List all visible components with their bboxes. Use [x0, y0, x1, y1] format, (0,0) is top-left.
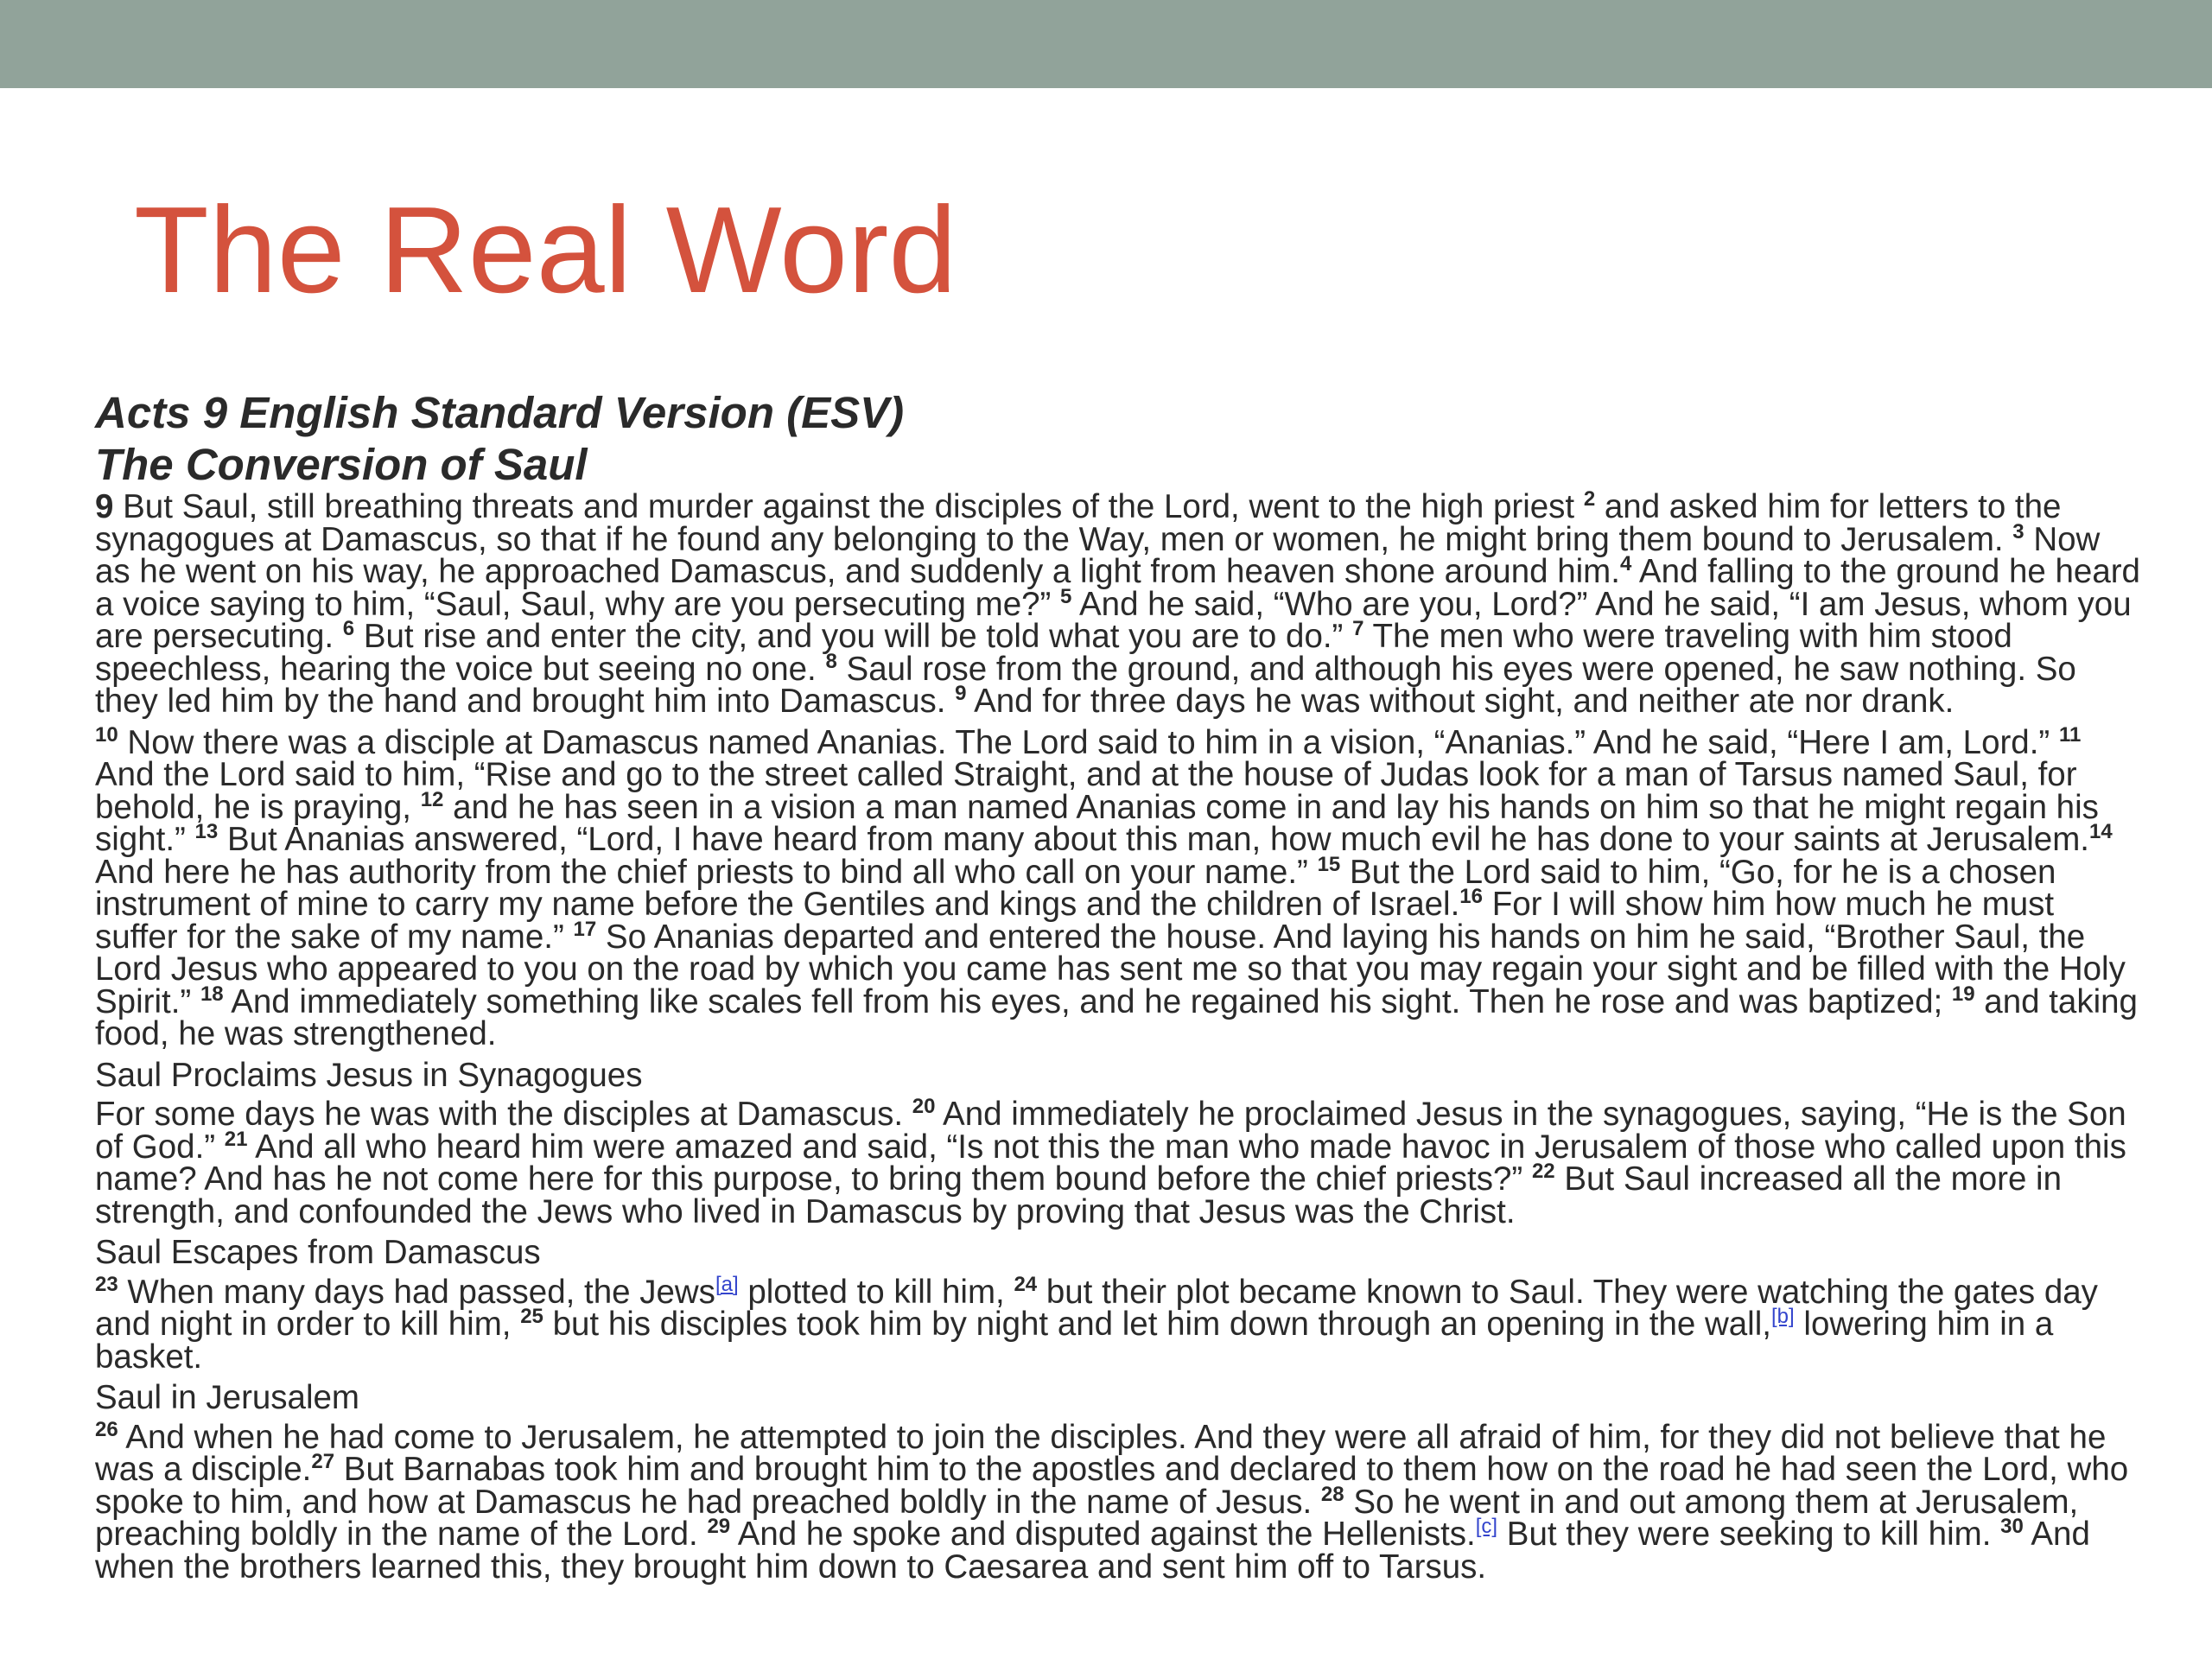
verse-text: The men who were traveling with him stood speechless, hearing the voice but seeing no one.	[95, 618, 2012, 688]
verse-text: and he has seen in a vision a man named Ananias come in and lay his hands on him so that he might regain his sight.”	[95, 788, 2099, 858]
section-heading-jerusalem: Saul in Jerusalem	[95, 1379, 360, 1416]
verse-number: 5	[1060, 584, 1072, 608]
verse-text: So he went in and out among them at Jerusalem, preaching boldly in the name of the Lord.	[95, 1483, 2079, 1553]
verse-number: 15	[1317, 852, 1341, 876]
verse-number: 23	[95, 1272, 118, 1296]
verse-text: But Ananias answered, “Lord, I have heard from many about this man, how much evil he has done to your saints at Jerusalem.	[218, 821, 2089, 858]
verse-text: plotted to kill him,	[738, 1273, 1014, 1311]
footnote-link-b[interactable]: [b]	[1771, 1305, 1795, 1329]
paragraph-verses-23-25	[95, 1272, 2143, 1376]
verse-text: But the Lord said to him, “Go, for he is a chosen instrument of mine to carry my name before the Gentiles and kings and the children of Israel.	[95, 853, 2056, 923]
paragraph-verses-1-9	[95, 487, 2143, 720]
slide-top-bar	[0, 0, 2212, 88]
verse-number: 20	[912, 1095, 936, 1119]
verse-number: 11	[2058, 722, 2082, 747]
verse-number: 30	[2000, 1515, 2024, 1539]
verse-text: And when he had come to Jerusalem, he attempted to join the disciples. And they were all afraid of him, for they did not believe that he was a disciple.	[95, 1418, 2107, 1488]
verse-text: but his disciples took him by night and let him down through an opening in the wall,	[543, 1306, 1771, 1343]
verse-number: 7	[1352, 617, 1364, 641]
verse-number: 18	[200, 982, 224, 1006]
verse-text: Now as he went on his way, he approached Damascus, and suddenly a light from heaven shone around him.	[95, 520, 2101, 590]
verse-number: 26	[95, 1417, 118, 1441]
verse-number: 14	[2088, 820, 2113, 844]
verse-number: 12	[420, 787, 444, 811]
verse-text: Saul rose from the ground, and although his eyes were opened, he saw nothing. So they led him by the hand and brought him into Damascus.	[95, 650, 2076, 720]
paragraph-verses-26-30	[95, 1417, 2143, 1586]
verse-number: 6	[342, 617, 355, 641]
footnote-link-a[interactable]: [a]	[715, 1272, 739, 1296]
verse-text: So Ananias departed and entered the house. And laying his hands on him he said, “Brother Saul, the Lord Jesus who appeared to you on the road by which you came has sent me so that you may regain your sight and be filled with the Holy Spirit.”	[95, 918, 2126, 1020]
slide-title: The Real Word	[134, 181, 957, 319]
verse-number: 19	[1951, 982, 1975, 1006]
section-heading-escapes: Saul Escapes from Damascus	[95, 1234, 541, 1271]
verse-text: When many days had passed, the Jews	[118, 1273, 715, 1311]
chapter-number: 9	[95, 488, 114, 525]
verse-text: And when the brothers learned this, they brought him down to Caesarea and sent him off to Tarsus.	[95, 1516, 2090, 1586]
verse-text: lowering him in a basket.	[95, 1306, 2054, 1376]
verse-text: And the Lord said to him, “Rise and go to the street called Straight, and at the house of Judas look for a man of Tarsus named Saul, for behold, he is praying,	[95, 756, 2077, 826]
verse-number: 29	[707, 1515, 731, 1539]
verse-number: 27	[311, 1450, 335, 1474]
verse-text: and taking food, he was strengthened.	[95, 982, 2138, 1052]
verse-text: And he said, “Who are you, Lord?” And he said, “I am Jesus, whom you are persecuting.	[95, 585, 2132, 655]
verse-number: 13	[194, 820, 219, 844]
verse-text: but their plot became known to Saul. They were watching the gates day and night in order to kill him,	[95, 1273, 2098, 1343]
verse-text: But Saul increased all the more in strength, and confounded the Jews who lived in Damascus by proving that Jesus was the Christ.	[95, 1160, 2063, 1230]
verse-text: And falling to the ground he heard a voice saying to him, “Saul, Saul, why are you persecuting me?”	[95, 553, 2140, 623]
verse-number: 22	[1531, 1160, 1555, 1184]
section-heading-synagogues: Saul Proclaims Jesus in Synagogues	[95, 1056, 643, 1094]
verse-text: And immediately he proclaimed Jesus in the synagogues, saying, “He is the Son of God.”	[95, 1096, 2126, 1166]
verse-number: 10	[95, 722, 118, 747]
footnote-link-c[interactable]: [c]	[1475, 1515, 1498, 1539]
verse-text: But Saul, still breathing threats and murder against the disciples of the Lord, went to the high priest	[113, 488, 1584, 525]
verse-number: 28	[1320, 1482, 1344, 1506]
verse-number: 17	[573, 917, 597, 941]
verse-text: For I will show him how much he must suffer for the sake of my name.”	[95, 886, 2055, 956]
passage-body	[95, 387, 2143, 1592]
verse-text: But they were seeking to kill him.	[1497, 1516, 2001, 1553]
verse-text: And immediately something like scales fell from his eyes, and he regained his sight. Then he rose and was baptized;	[223, 982, 1952, 1020]
verse-number: 3	[2012, 519, 2024, 543]
verse-text: Now there was a disciple at Damascus named Ananias. The Lord said to him in a vision, “Ananias.” And he said, “Here I am, Lord.”	[118, 723, 2059, 761]
verse-number: 8	[825, 649, 837, 673]
passage-heading: Acts 9 English Standard Version (ESV)	[95, 388, 905, 437]
verse-text: And here he has authority from the chief priests to bind all who call on your name.”	[95, 853, 1318, 891]
verse-text: And he spoke and disputed against the Hellenists.	[730, 1516, 1476, 1553]
verse-number: 24	[1014, 1272, 1038, 1296]
verse-number: 4	[1619, 552, 1632, 576]
paragraph-verses-19-22	[95, 1095, 2143, 1230]
passage-subheading: The Conversion of Saul	[95, 440, 588, 489]
verse-number: 25	[520, 1305, 543, 1329]
verse-number: 21	[224, 1127, 248, 1151]
verse-text: But Barnabas took him and brought him to the apostles and declared to them how on the road he had seen the Lord, who spoke to him, and how at Damascus he had preached boldly in the name of Jesus.	[95, 1451, 2129, 1521]
verse-number: 16	[1459, 885, 1483, 909]
verse-number: 9	[955, 682, 967, 706]
paragraph-verses-10-19	[95, 722, 2143, 1052]
verse-text: and asked him for letters to the synagogues at Damascus, so that if he found any belonging to the Way, men or women, he might bring them bound to Jerusalem.	[95, 488, 2062, 558]
verse-text: For some days he was with the disciples at Damascus.	[95, 1096, 912, 1133]
verse-text: But rise and enter the city, and you will be told what you are to do.”	[354, 618, 1353, 655]
verse-text: And for three days he was without sight, and neither ate nor drank.	[966, 683, 1955, 720]
verse-number: 2	[1583, 487, 1596, 512]
verse-text: And all who heard him were amazed and said, “Is not this the man who made havoc in Jerusalem of those who called upon this name? And has he not come here for this purpose, to bring them bound before the chief priests?”	[95, 1128, 2126, 1198]
